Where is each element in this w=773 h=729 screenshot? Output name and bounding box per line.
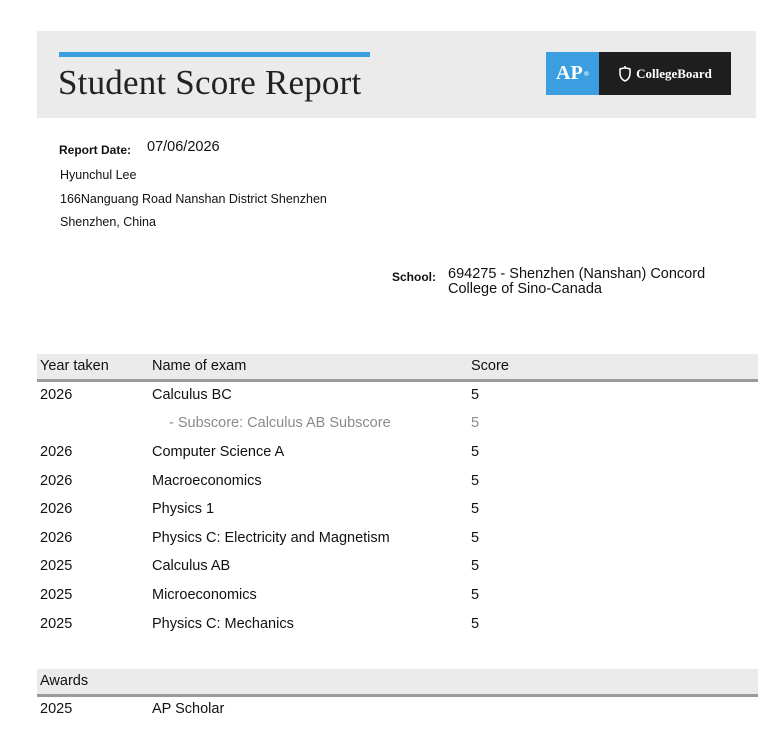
table-row (0, 444, 773, 472)
row-exam: Macroeconomics (152, 473, 262, 489)
page-title: Student Score Report (58, 63, 362, 102)
table-row (0, 387, 773, 415)
row-exam: - Subscore: Calculus AB Subscore (169, 415, 391, 431)
row-year: 2026 (40, 473, 73, 489)
row-exam: Microeconomics (152, 587, 257, 603)
row-exam: Calculus AB (152, 558, 231, 574)
row-score: 5 (471, 558, 480, 574)
school-name (448, 267, 748, 297)
header-awards: Awards (40, 673, 89, 689)
row-year: 2025 (40, 587, 73, 603)
header-year-taken: Year taken (40, 358, 109, 374)
report-date-label: Report Date: (59, 143, 132, 157)
report-date: 07/06/2026 (147, 139, 220, 155)
row-year: 2025 (40, 616, 73, 632)
award-row (0, 701, 773, 729)
report-header (37, 31, 756, 118)
row-year: 2025 (40, 558, 73, 574)
header-exam-name: Name of exam (152, 358, 247, 374)
row-score: 5 (471, 444, 480, 460)
subscore-row (0, 415, 773, 443)
row-score: 5 (471, 530, 480, 546)
row-score: 5 (471, 501, 480, 517)
scores-table-header (37, 354, 758, 382)
row-score: 5 (471, 473, 480, 489)
table-row (0, 616, 773, 644)
award-name: AP Scholar (152, 701, 225, 717)
row-score: 5 (471, 387, 480, 403)
title-accent-bar (59, 52, 370, 57)
ap-collegeboard-logo (546, 52, 731, 95)
row-score: 5 (471, 415, 480, 431)
award-year: 2025 (40, 701, 73, 717)
collegeboard-logo-text: CollegeBoard (636, 65, 712, 81)
row-exam: Calculus BC (152, 387, 232, 403)
acorn-icon (618, 65, 632, 82)
row-exam: Computer Science A (152, 444, 285, 460)
school-name-line-1: 694275 - Shenzhen (Nanshan) Concord (448, 266, 706, 282)
table-row (0, 558, 773, 586)
table-row (0, 587, 773, 615)
awards-table-header (37, 669, 758, 697)
header-score: Score (471, 358, 509, 374)
table-row (0, 530, 773, 558)
row-year: 2026 (40, 501, 73, 517)
row-year: 2026 (40, 387, 73, 403)
ap-logo (546, 52, 599, 95)
row-score: 5 (471, 616, 480, 632)
school-name-line-2: College of Sino-Canada (448, 281, 602, 297)
student-name: Hyunchul Lee (60, 168, 137, 182)
row-exam: Physics C: Mechanics (152, 616, 294, 632)
ap-logo-text: AP (556, 62, 583, 84)
row-year: 2026 (40, 444, 73, 460)
row-score: 5 (471, 587, 480, 603)
table-row (0, 501, 773, 529)
row-exam: Physics C: Electricity and Magnetism (152, 530, 390, 546)
row-year: 2026 (40, 530, 73, 546)
school-label: School: (392, 270, 436, 284)
address-line-1: 166Nanguang Road Nanshan District Shenzhen (60, 192, 327, 206)
collegeboard-logo (599, 52, 731, 95)
ap-logo-mark: ® (583, 69, 589, 78)
row-exam: Physics 1 (152, 501, 215, 517)
address-line-2: Shenzhen, China (60, 215, 156, 229)
table-row (0, 473, 773, 501)
